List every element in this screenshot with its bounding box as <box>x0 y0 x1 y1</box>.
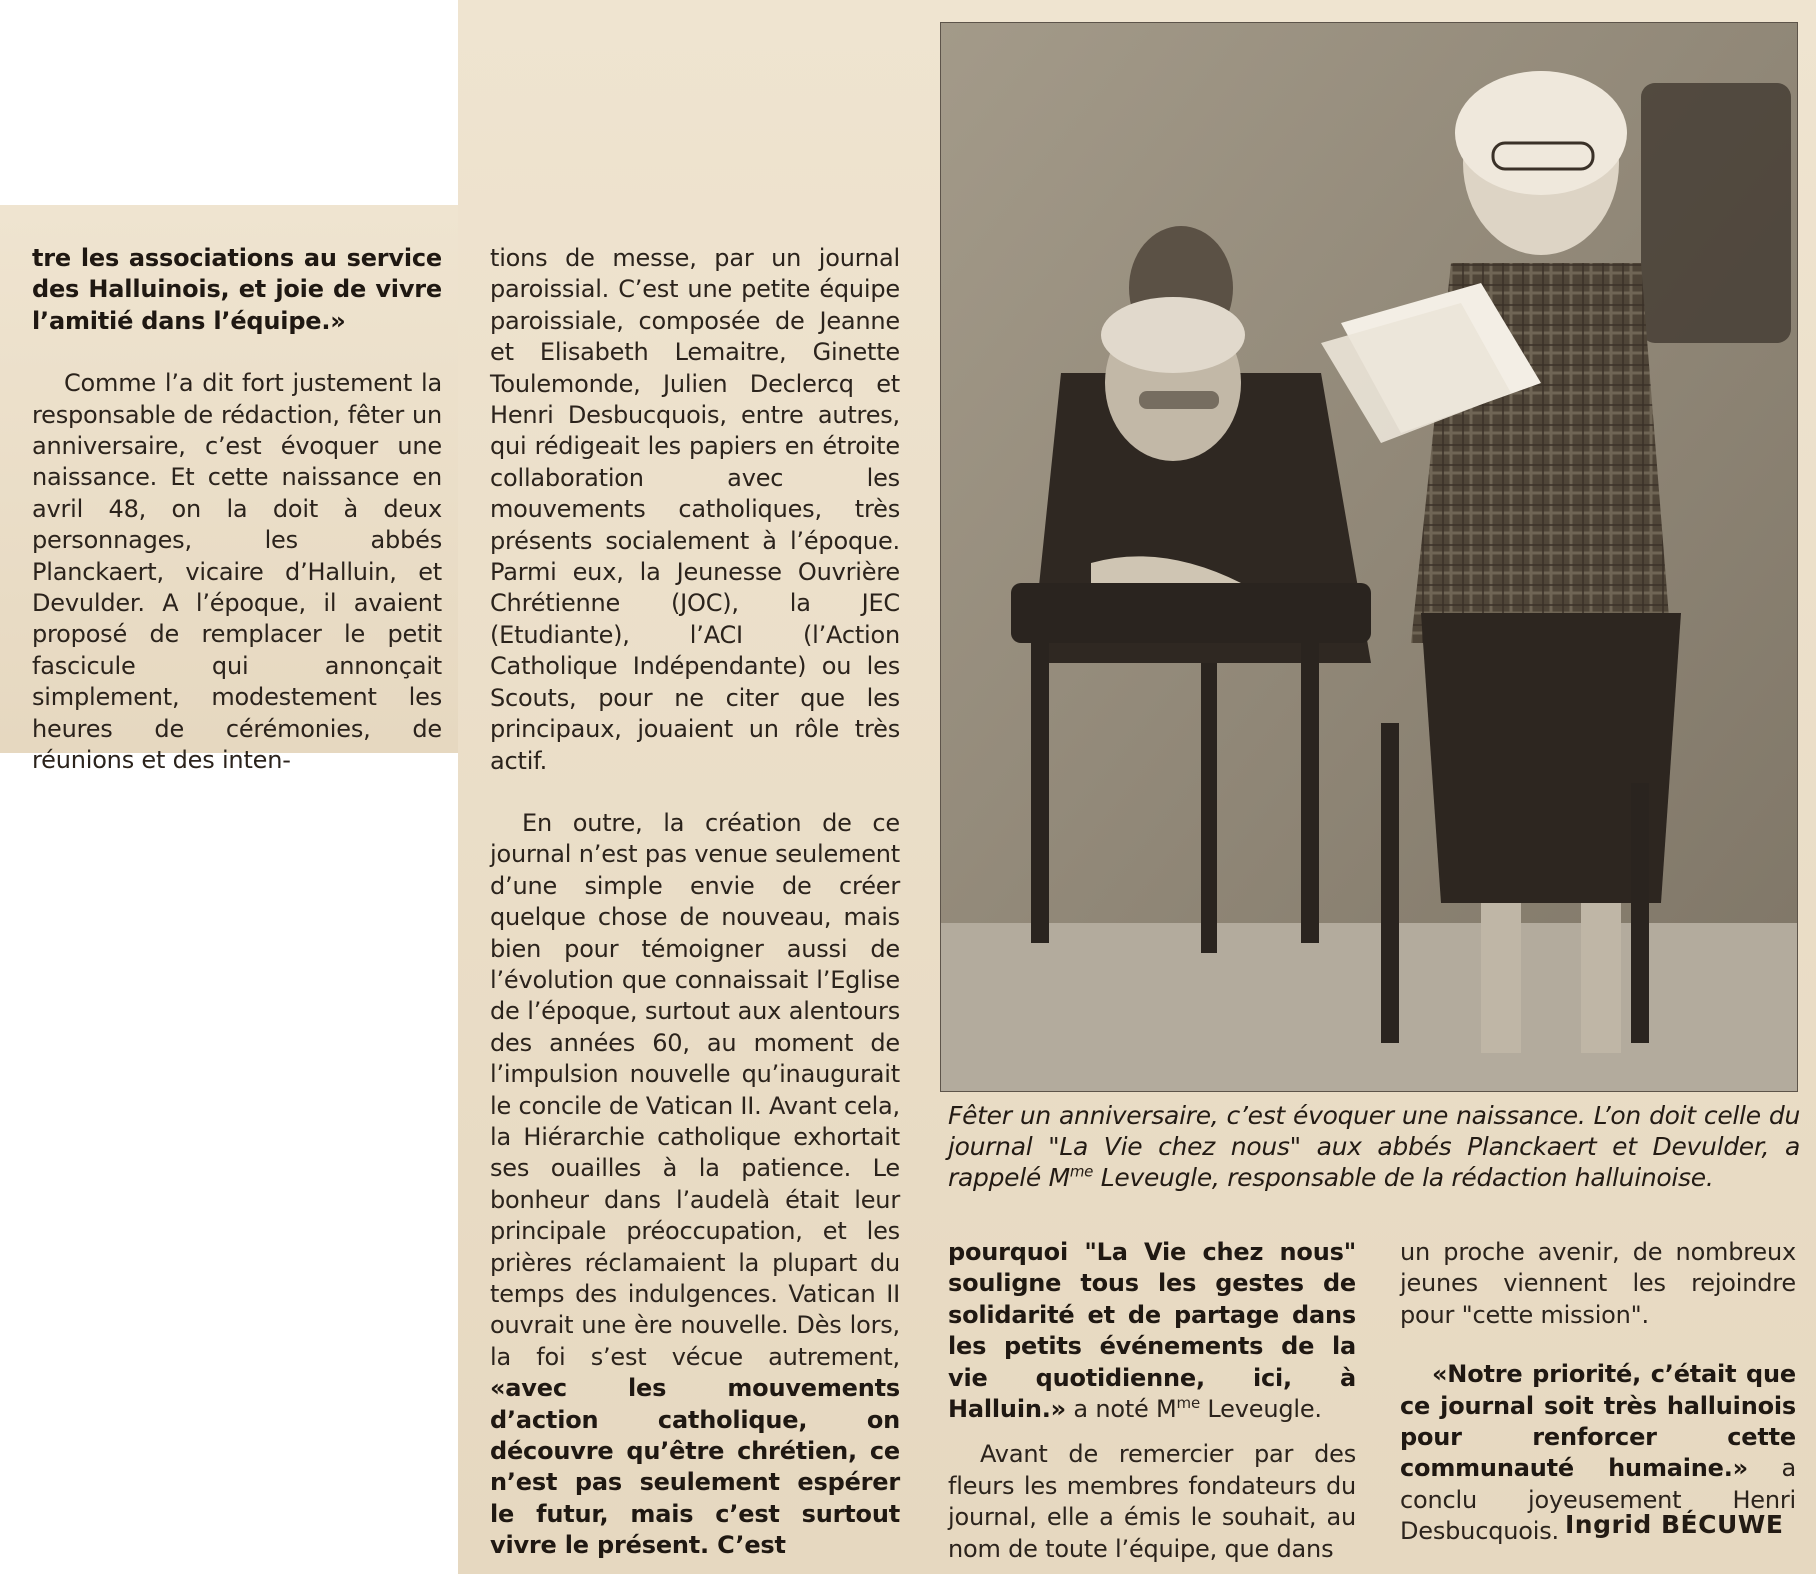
photo-caption <box>948 1100 1800 1193</box>
caption-superscript: me <box>1069 1162 1094 1181</box>
caption-text: Fêter un anniversaire, c’est évoquer une naissance. L’on doit celle du journal "La Vie chez nous" aux abbés Planckaert et Devulder, a rappelé M <box>948 1101 1800 1192</box>
column-2-quote: «avec les mouvements d’action catholique, on découvre qu’être chrétien, ce n’est pas seulement espérer le futur, mais c’est surtout vivre le présent. C’est <box>490 1374 900 1560</box>
author-signature: Ingrid BÉCUWE <box>1565 1510 1784 1539</box>
column-2-paragraph-2 <box>490 808 900 1562</box>
column-1-lead: tre les associations au service des Halluinois, et joie de vivre l’amitié dans l’équipe.» <box>32 244 442 335</box>
column-4-paragraph-1: un proche avenir, de nombreux jeunes viennent les rejoindre pour "cette mission". <box>1400 1238 1796 1329</box>
column-4-attribution: a conclu joyeusement Henri Desbucquois. <box>1400 1454 1796 1546</box>
column-3-paragraph-2: Avant de remercier par des fleurs les membres fondateurs du journal, elle a émis le souhait, au nom de toute l’équipe, que dans <box>948 1440 1356 1563</box>
article-column-1 <box>32 243 442 777</box>
photograph-scene <box>941 23 1797 1091</box>
column-1-paragraph: Comme l’a dit fort justement la responsable de rédaction, fêter un anniversaire, c’est évoquer une naissance. Et cette naissance en avril 48, on la doit à deux personnages, les abbés Planckaert, vicaire d’Halluin, et Devulder. A l’époque, il avaient proposé de remplacer le petit fascicule qui annonçait simplement, modestement les heures de cérémonies, de réunions et des inten- <box>32 369 442 775</box>
column-2-paragraph-1: tions de messe, par un journal paroissial. C’est une petite équipe paroissiale, composée de Jeanne et Elisabeth Lemaitre, Ginette Toulemonde, Julien Declercq et Henri Desbucquois, entre autres, qui rédigeait les papiers en étroite collaboration avec les mouvements catholiques, très présents socialement à l’époque. Parmi eux, la Jeunesse Ouvrière Chrétienne (JOC), la JEC (Etudiante), l’ACI (l’Action Catholique Indépendante) ou les Scouts, pour ne citer que les principaux, jouaient un rôle très actif. <box>490 244 900 775</box>
column-3-quote: pourquoi "La Vie chez nous" souligne tous les gestes de solidarité et de partage dans les petits événements de la vie quotidienne, ici, à Halluin.» <box>948 1238 1356 1424</box>
column-4-quote: «Notre priorité, c’était que ce journal soit très halluinois pour renforcer cette communauté humaine.» <box>1400 1360 1796 1483</box>
article-column-4 <box>1400 1237 1796 1548</box>
caption-text-end: Leveugle, responsable de la rédaction halluinoise. <box>1093 1163 1714 1192</box>
column-3-superscript: me <box>1176 1394 1200 1413</box>
column-3-attribution-end: Leveugle. <box>1200 1395 1322 1424</box>
column-3-attribution: a noté M <box>1065 1395 1177 1424</box>
article-column-2 <box>490 243 900 1562</box>
event-photograph <box>940 22 1798 1092</box>
article-column-3 <box>948 1237 1356 1565</box>
column-3-paragraph-1 <box>948 1237 1356 1425</box>
column-2-paragraph-2-text: En outre, la création de ce journal n’est pas venue seulement d’une simple envie de créer quelque chose de nouveau, mais bien pour témoigner aussi de l’évolution que connaissait l’Eglise de l’époque, surtout aux alentours des années 60, au moment de l’impulsion nouvelle qu’inaugurait le concile de Vatican II. Avant cela, la Hiérarchie catholique exhortait ses ouailles à la patience. Le bonheur dans l’audelà était leur principale préoccupation, et les prières réclamaient la plupart du temps des indulgences. Vatican II ouvrait une ère nouvelle. Dès lors, la foi s’est vécue autrement, <box>490 808 900 1371</box>
